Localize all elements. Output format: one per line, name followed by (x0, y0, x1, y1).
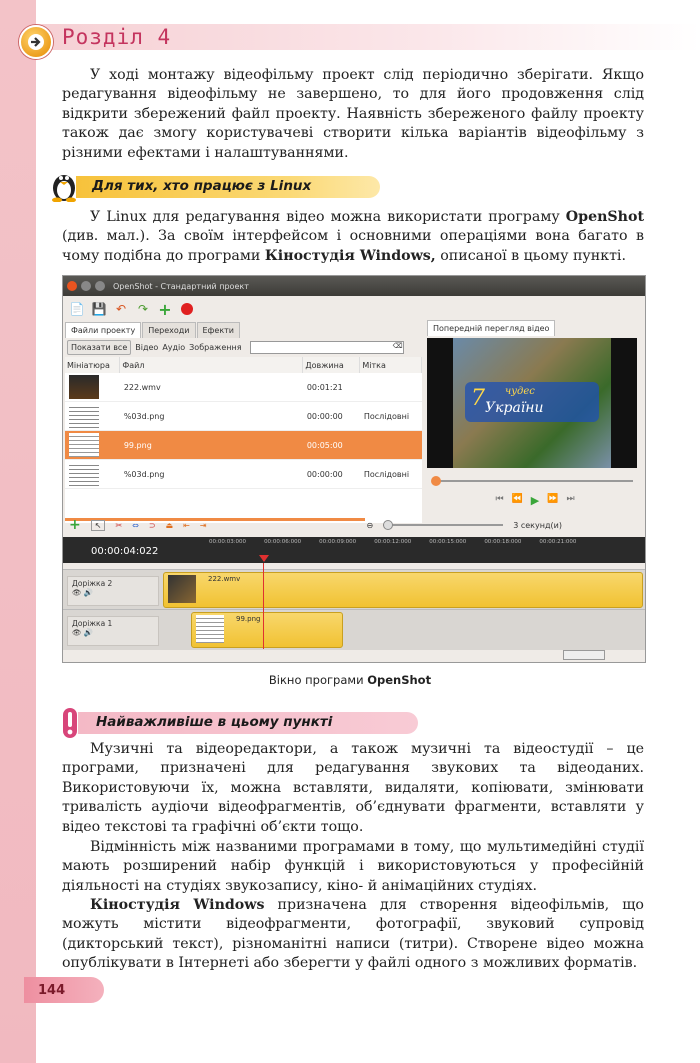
kinostudio-term: Кіностудія Windows (90, 897, 265, 913)
file-length: 00:00:00 (303, 460, 360, 489)
table-row[interactable] (65, 402, 422, 431)
minimize-window-icon[interactable] (81, 281, 91, 291)
preview-logo (465, 382, 599, 422)
thumbnail-image (69, 375, 99, 399)
files-tabs (65, 322, 422, 338)
tab-video-preview[interactable]: Попередній перегляд відео (427, 320, 555, 336)
file-length: 00:05:00 (303, 431, 360, 460)
zoom-slider[interactable] (383, 524, 503, 526)
add-file-icon[interactable]: + (158, 299, 172, 319)
ruler-tick: 00:00:09:000 (319, 539, 357, 545)
video-preview-panel (427, 320, 643, 520)
skip-end-icon[interactable]: ⏭ (566, 494, 575, 504)
track-2 (63, 569, 645, 610)
tab-effects[interactable]: Ефекти (197, 322, 241, 338)
ruler-ticks (209, 539, 576, 545)
razor-tool-icon[interactable]: ✂ (115, 520, 123, 530)
important-section-title: Найважливіше в цьому пункті (96, 714, 333, 730)
chapter-title: Розділ 4 (62, 25, 172, 49)
col-file[interactable]: Файл (120, 357, 303, 373)
track-label (67, 616, 159, 646)
playback-controls (427, 494, 643, 507)
resize-tool-icon[interactable]: ⇔ (132, 520, 139, 530)
logo-word: чудес (505, 386, 535, 397)
ruler-tick: 00:00:15:000 (429, 539, 467, 545)
tab-transitions[interactable]: Переходи (142, 322, 195, 338)
window-titlebar (63, 276, 645, 296)
linux-text-part: описаної в цьому пункті. (435, 247, 626, 264)
table-row[interactable] (65, 460, 422, 489)
eye-icon[interactable]: 👁 (72, 588, 82, 597)
ruler-tick: 00:00:18:000 (484, 539, 522, 545)
summary-paragraph-1: Музичні та відеоредактори, а також музичні та відеостудії – це програми, призначені для редагування звукових та відеоданих. Використовуючи їх, можна вставляти, видаляти, копіювати, змінювати тривалість аудіочи відеофрагментів, об’єднувати фрагменти, вставляти у відео текстові та графічні об’єкти тощо. (62, 741, 644, 835)
linux-paragraph (62, 208, 644, 266)
tux-penguin-icon (48, 168, 80, 202)
files-table (65, 357, 422, 489)
timeline-ruler[interactable] (63, 537, 645, 563)
linux-section-title: Для тих, хто працює з Linux (92, 178, 312, 194)
thumbnail-image (69, 433, 99, 457)
caption-program: OpenShot (367, 673, 432, 687)
redo-icon[interactable]: ↷ (137, 302, 149, 316)
track-name: Доріжка 2 (72, 579, 113, 588)
col-length[interactable]: Довжина (303, 357, 360, 373)
add-marker-icon[interactable]: ⏏ (165, 520, 174, 530)
zoom-label: 3 секунд(и) (513, 520, 562, 530)
timecode: 00:00:04:022 (91, 546, 159, 557)
file-label (360, 431, 422, 460)
preview-seek-bar[interactable] (427, 476, 643, 486)
playhead-marker[interactable] (259, 555, 269, 562)
timeline-toolbar (63, 513, 645, 537)
rewind-icon[interactable]: ⏪ (511, 494, 523, 504)
fast-forward-icon[interactable]: ⏩ (547, 494, 559, 504)
openshot-screenshot (62, 275, 646, 663)
thumbnail-image (69, 462, 99, 486)
clip-thumbnail (168, 575, 196, 603)
record-icon[interactable] (179, 301, 195, 317)
file-label: Послідовні (360, 460, 422, 489)
page-number: 144 (24, 977, 104, 1003)
next-marker-icon[interactable]: ⇥ (199, 520, 207, 530)
arrow-right-icon (19, 25, 53, 59)
add-track-icon[interactable]: + (69, 517, 81, 533)
search-input[interactable]: ⌫ (250, 341, 404, 354)
undo-icon[interactable]: ↶ (115, 302, 127, 316)
close-window-icon[interactable] (67, 281, 77, 291)
track-label (67, 576, 159, 606)
save-project-icon[interactable]: 💾 (91, 302, 107, 316)
exclamation-icon (58, 707, 84, 739)
ruler-tick: 00:00:03:000 (209, 539, 247, 545)
table-row[interactable] (65, 373, 422, 402)
files-panel (65, 322, 422, 523)
main-toolbar (63, 296, 645, 322)
file-label (360, 373, 422, 402)
preview-screen (427, 338, 637, 468)
skip-start-icon[interactable]: ⏮ (495, 494, 504, 504)
clip-name: 222.wmv (208, 575, 241, 583)
filter-show-all[interactable]: Показати все (67, 340, 131, 355)
summary-text-rest: призначена для створення відеофільмів, що можуть містити відеофрагменти, фотографії, звуковий супровід (дикторський текст), різноманітні написи (титри). Створене відео можна опублікувати в Інтернеті або зберегти у файлі одного з можливих форматів. (62, 897, 644, 972)
summary-paragraph-3 (62, 896, 644, 974)
clip-222-wmv[interactable] (163, 572, 643, 608)
logo-number: 7 (471, 386, 485, 411)
play-icon[interactable]: ▶ (530, 494, 540, 507)
file-length: 00:01:21 (303, 373, 360, 402)
ruler-tick: 00:00:21:000 (539, 539, 577, 545)
file-length: 00:00:00 (303, 402, 360, 431)
kinostudio-name: Кіностудія Windows, (264, 247, 436, 264)
track-name: Доріжка 1 (72, 619, 113, 628)
file-name: %03d.png (120, 460, 303, 489)
filter-images[interactable]: Зображення (189, 343, 242, 352)
table-header (65, 357, 422, 373)
file-name: 222.wmv (120, 373, 303, 402)
snap-tool-icon[interactable]: ⊃ (148, 520, 156, 530)
select-tool-icon[interactable]: ↖ (91, 520, 106, 531)
openshot-name: OpenShot (565, 209, 644, 225)
thumbnail-image (69, 404, 99, 428)
col-label[interactable]: Мітка (360, 357, 422, 373)
clip-99-png[interactable] (191, 612, 343, 648)
summary-paragraph-2: Відмінність між названими програмами в тому, що мультимедійні студії мають розширений набір функцій і використовуються у професійній діяльності на студіях звукозапису, кіно- й анімаційних студіях. (62, 839, 644, 894)
left-margin-band (0, 0, 36, 1063)
logo-country: України (485, 400, 544, 416)
playhead-line (263, 563, 264, 649)
window-title: OpenShot - Стандартний проект (113, 281, 249, 291)
col-thumbnail[interactable]: Мініатюра (65, 357, 120, 373)
tab-project-files[interactable]: Файли проекту (65, 322, 141, 338)
file-label: Послідовні (360, 402, 422, 431)
timeline-scrollbar[interactable] (563, 650, 605, 660)
intro-paragraph: У ході монтажу відеофільму проект слід періодично зберігати. Якщо редагування відеофільму не завершено, то для його продовження слід відкрити збережений файл проекту. Наявність збереженого файлу проекту також дає змогу користувачеві створити кілька варіантів відеофільму з різними ефектами і налаштуваннями. (62, 67, 644, 161)
file-name: %03d.png (120, 402, 303, 431)
clip-thumbnail (196, 615, 224, 643)
eye-icon[interactable]: 👁 (72, 628, 82, 637)
prev-marker-icon[interactable]: ⇤ (183, 520, 190, 530)
filter-video[interactable]: Відео (135, 343, 159, 352)
speaker-icon[interactable]: 🔊 (83, 628, 94, 637)
filter-audio[interactable]: Аудіо (162, 343, 186, 352)
file-name: 99.png (120, 431, 303, 460)
zoom-out-icon[interactable]: ⊖ (366, 520, 374, 530)
maximize-window-icon[interactable] (95, 281, 105, 291)
track-1 (63, 609, 645, 650)
figure-caption (0, 673, 700, 687)
linux-text-part: У Linux для редагування відео можна використати програму (90, 209, 566, 225)
clip-name: 99.png (236, 615, 261, 623)
ruler-tick: 00:00:12:000 (374, 539, 412, 545)
ruler-tick: 00:00:06:000 (264, 539, 302, 545)
linux-text-part: (див. мал.). За своїм інтерфейсом і основними операціями вона багато в чому подібна до програми (62, 228, 644, 264)
speaker-icon[interactable]: 🔊 (83, 588, 94, 597)
new-project-icon[interactable]: 📄 (69, 302, 85, 316)
filter-bar (65, 338, 422, 357)
caption-text: Вікно програми (268, 673, 368, 687)
table-row-selected[interactable] (65, 431, 422, 460)
